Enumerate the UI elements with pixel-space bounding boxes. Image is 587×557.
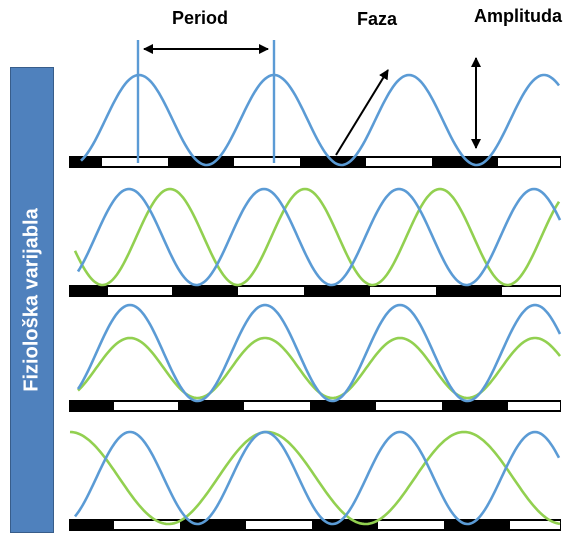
compared-wave [78, 338, 560, 398]
period-label: Period [172, 8, 229, 28]
dark-segment [70, 158, 102, 166]
dark-segment [436, 287, 502, 295]
panel-amplitude-reduced [70, 401, 560, 411]
light-segment [102, 158, 168, 166]
light-segment [378, 521, 444, 529]
light-segment [370, 287, 436, 295]
waves-period-lengthened [70, 432, 560, 524]
light-segment [244, 402, 310, 410]
light-segment [502, 287, 560, 295]
dark-segment [178, 402, 244, 410]
light-segment [238, 287, 304, 295]
light-segment [246, 521, 312, 529]
dark-segment [70, 402, 114, 410]
dark-segment [444, 521, 510, 529]
light-segment [366, 158, 432, 166]
side-panel-label: Fiziološka varijabla [20, 208, 43, 392]
dark-segment [70, 287, 108, 295]
reference-wave [78, 189, 560, 285]
light-segment [234, 158, 300, 166]
dark-segment [70, 521, 114, 529]
light-segment [108, 287, 172, 295]
light-segment [376, 402, 442, 410]
dark-segment [310, 402, 376, 410]
compared-wave [75, 189, 559, 285]
dark-segment [304, 287, 370, 295]
waves-reference [81, 75, 559, 165]
amplitude-label: Amplituda [474, 6, 562, 26]
light-segment [498, 158, 560, 166]
dark-segment [172, 287, 238, 295]
light-segment [508, 402, 560, 410]
waves-phase-shifted [75, 189, 560, 285]
waves-amplitude-reduced [78, 305, 560, 401]
waves [70, 75, 560, 524]
dark-segment [442, 402, 508, 410]
light-segment [114, 402, 178, 410]
panel-period-lengthened [70, 520, 560, 530]
annotations [138, 40, 476, 163]
phase-label: Faza [357, 9, 398, 29]
reference-wave [81, 75, 559, 165]
panel-phase-shifted [70, 286, 560, 296]
